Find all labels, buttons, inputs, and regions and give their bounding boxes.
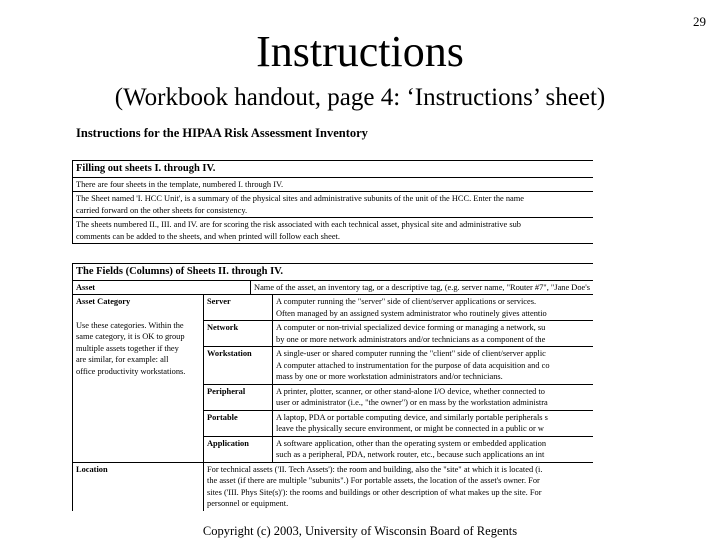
category-row: [204, 347, 593, 385]
slide-title: Instructions: [256, 27, 464, 76]
category-line: such as a peripheral, PDA, network router, etc., because such applications an int: [276, 450, 545, 459]
page-number: 29: [693, 14, 706, 29]
instruction-line: comments can be added to the sheets, and when printed will follow each sheet.: [76, 231, 340, 241]
instruction-row: [73, 192, 593, 218]
category-name: Server: [204, 295, 273, 320]
location-line: For technical assets ('II. Tech Assets'): the room and building, also the "site" at which it is located (i.: [207, 464, 543, 474]
category-name: Application: [204, 437, 273, 462]
fields-section: [72, 263, 593, 511]
field-label: Asset: [73, 281, 251, 295]
category-line: A computer or non-trivial specialized device forming or managing a network, su: [276, 323, 546, 332]
category-line: A computer attached to instrumentation for the purpose of data acquisition and co: [276, 360, 550, 370]
location-line: sites ('III. Phys Site(s)'): the rooms and buildings or other description of what makes up the site. For: [207, 487, 542, 497]
category-help: multiple assets together if they: [76, 343, 179, 353]
instruction-row: [73, 218, 593, 244]
category-row: [204, 437, 593, 462]
location-line: personnel or equipment.: [207, 499, 289, 508]
spreadsheet-image: [72, 124, 590, 516]
fields-table: [73, 281, 593, 511]
category-help: Use these categories. Within the: [76, 320, 184, 330]
section-header: The Fields (Columns) of Sheets II. through IV.: [73, 264, 593, 281]
category-line: user or administrator (i.e., "the owner") or en mass by the workstation administra: [276, 398, 548, 407]
copyright-footer: Copyright (c) 2003, University of Wisconsin Board of Regents: [202, 524, 518, 538]
instruction-line: The Sheet named 'I. HCC Unit', is a summary of the physical sites and administrative subunits of the unit of the HCC. Enter the name: [76, 194, 524, 203]
category-row: [204, 321, 593, 347]
category-line: leave the physically secure environment, or might be connected in a public or w: [276, 424, 544, 433]
category-name: Peripheral: [204, 385, 273, 410]
category-line: A printer, plotter, scanner, or other stand-alone I/O device, whether connected to: [276, 386, 545, 396]
slide-subtitle: (Workbook handout, page 4: ‘Instructions’ sheet): [114, 84, 606, 111]
instruction-row: [73, 178, 593, 193]
field-description: Name of the asset, an inventory tag, or a descriptive tag, (e.g. server name, "Router #7", "Jane Doe's: [254, 282, 590, 292]
category-line: A single-user or shared computer running the "client" side of client/server applic: [276, 349, 546, 358]
table-row: [73, 281, 593, 296]
filling-out-section: [72, 160, 593, 244]
category-row: [204, 295, 593, 321]
category-line: A computer running the "server" side of client/server applications or services.: [276, 297, 537, 306]
section-header: Filling out sheets I. through IV.: [73, 161, 593, 178]
category-row: [204, 385, 593, 411]
sheet-heading: Instructions for the HIPAA Risk Assessment Inventory: [76, 126, 368, 140]
category-line: Often managed by an assigned system administrator who routinely gives attentio: [276, 308, 547, 318]
category-block: [73, 295, 593, 463]
field-label: Asset Category: [76, 297, 131, 306]
category-help: are similar, for example: all: [76, 355, 169, 364]
table-row: [73, 463, 593, 511]
category-name: Portable: [204, 411, 273, 436]
category-line: A laptop, PDA or portable computing device, and similarly portable peripherals s: [276, 412, 548, 422]
category-name: Network: [204, 321, 273, 346]
category-line: by one or more network administrators and/or technicians as a component of the: [276, 334, 546, 344]
category-help: office productivity workstations.: [76, 366, 186, 376]
field-label: Location: [73, 463, 204, 511]
category-column: [73, 295, 204, 462]
category-line: A software application, other than the operating system or embedded application: [276, 438, 547, 448]
category-line: mass by one or more workstation administrators and/or technicians.: [276, 372, 503, 381]
category-row: [204, 411, 593, 437]
location-line: the asset (if there are multiple "subunits".) For portable assets, the location of the asset's owner. For: [207, 476, 540, 485]
instruction-line: There are four sheets in the template, numbered I. through IV.: [76, 179, 284, 189]
category-name: Workstation: [204, 347, 273, 384]
instruction-line: carried forward on the other sheets for consistency.: [76, 205, 248, 215]
category-list: [204, 295, 593, 462]
instruction-line: The sheets numbered II., III. and IV. are for scoring the risk associated with each technical asset, physical site and administrative sub: [76, 220, 521, 229]
category-help: same category, it is OK to group: [76, 332, 185, 341]
